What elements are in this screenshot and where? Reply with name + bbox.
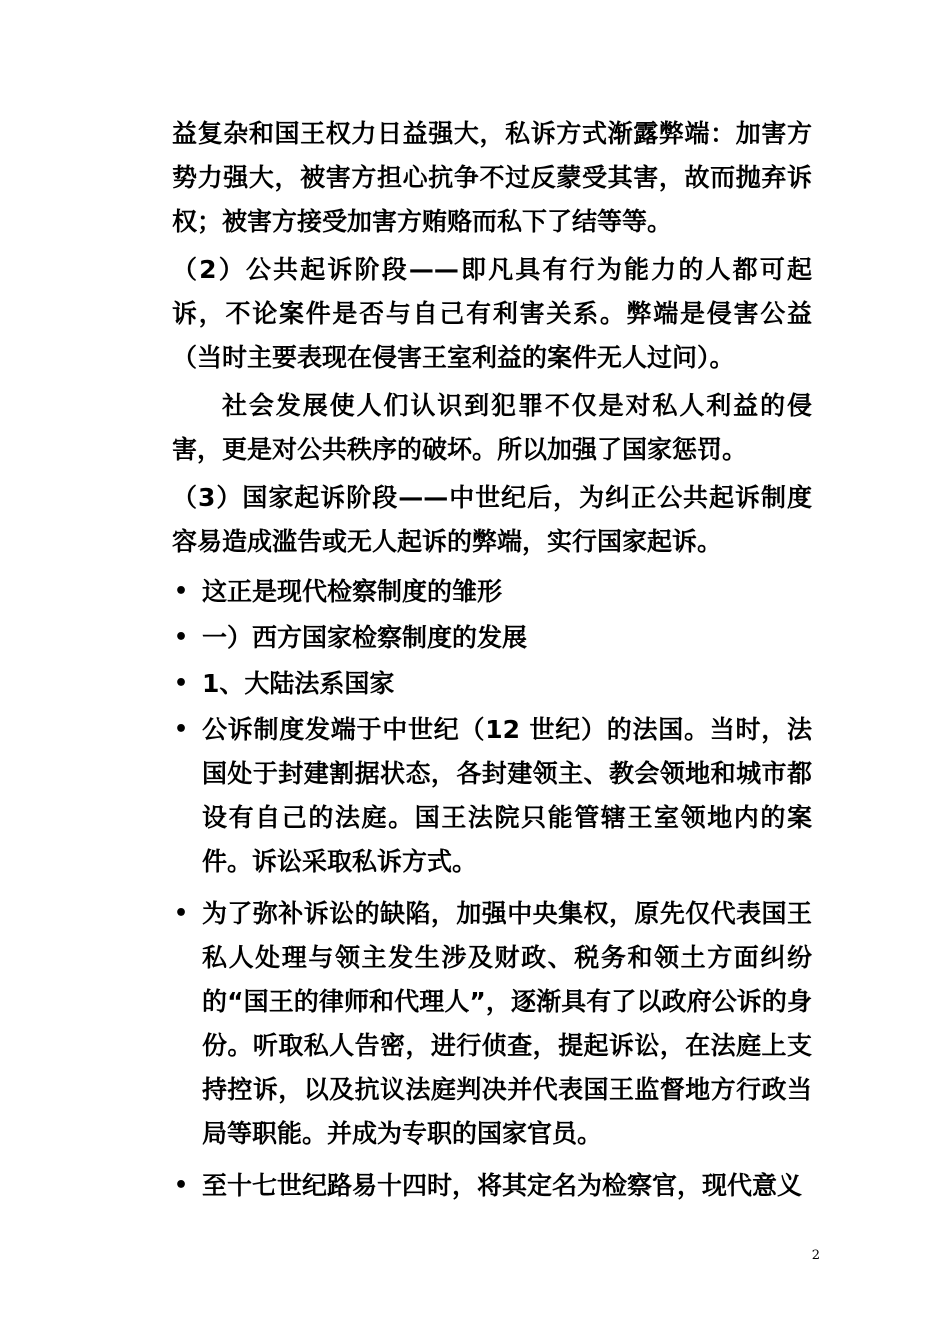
list-item-text: 公诉制度发端于中世纪（12 世纪）的法国。当时，法国处于封建割据状态，各封建领主、教会领地和城市都设有自己的法庭。国王法院只能管辖王室领地内的案件。诉讼采取私诉方式。 xyxy=(202,715,812,876)
list-item xyxy=(172,708,812,884)
page-number: 2 xyxy=(811,1248,820,1263)
document-body xyxy=(172,112,812,1208)
bullet-icon: • xyxy=(174,1173,189,1198)
paragraph-state-prosecution-stage: （3）国家起诉阶段——中世纪后，为纠正公共起诉制度容易造成滥告或无人起诉的弊端，实行国家起诉。 xyxy=(172,483,812,556)
bullet-icon: • xyxy=(174,717,189,742)
bullet-icon: • xyxy=(174,901,189,926)
bullet-icon: • xyxy=(174,671,189,696)
list-item xyxy=(172,570,812,614)
bullet-list xyxy=(172,570,812,1208)
list-item-text: 1、大陆法系国家 xyxy=(202,669,395,698)
list-item-text: 至十七世纪路易十四时，将其定名为检察官，现代意义 xyxy=(202,1171,803,1200)
list-item xyxy=(172,1164,812,1208)
bullet-icon: • xyxy=(174,579,189,604)
list-item xyxy=(172,662,812,706)
list-item-text: 一）西方国家检察制度的发展 xyxy=(202,623,528,652)
list-item-text: 为了弥补诉讼的缺陷，加强中央集权，原先仅代表国王私人处理与领主发生涉及财政、税务和领土方面纠纷的“国王的律师和代理人”，逐渐具有了以政府公诉的身份。听取私人告密，进行侦查，提起诉讼，在法庭上支持控诉，以及抗议法庭判决并代表国王监督地方行政当局等职能。并成为专职的国家官员。 xyxy=(202,899,812,1148)
list-item xyxy=(172,616,812,660)
paragraph-public-prosecution-stage: （2）公共起诉阶段——即凡具有行为能力的人都可起诉，不论案件是否与自己有利害关系。弊端是侵害公益（当时主要表现在侵害王室利益的案件无人过问）。 xyxy=(172,255,812,372)
list-item xyxy=(172,892,812,1156)
bullet-icon: • xyxy=(174,625,189,650)
list-item-text: 这正是现代检察制度的雏形 xyxy=(202,577,503,606)
paragraph-private-prosecution-drawbacks: 益复杂和国王权力日益强大，私诉方式渐露弊端：加害方势力强大，被害方担心抗争不过反蒙受其害，故而抛弃诉权；被害方接受加害方贿赂而私下了结等等。 xyxy=(172,119,812,236)
paragraph-social-development: 社会发展使人们认识到犯罪不仅是对私人利益的侵害，更是对公共秩序的破坏。所以加强了国家惩罚。 xyxy=(172,391,812,464)
